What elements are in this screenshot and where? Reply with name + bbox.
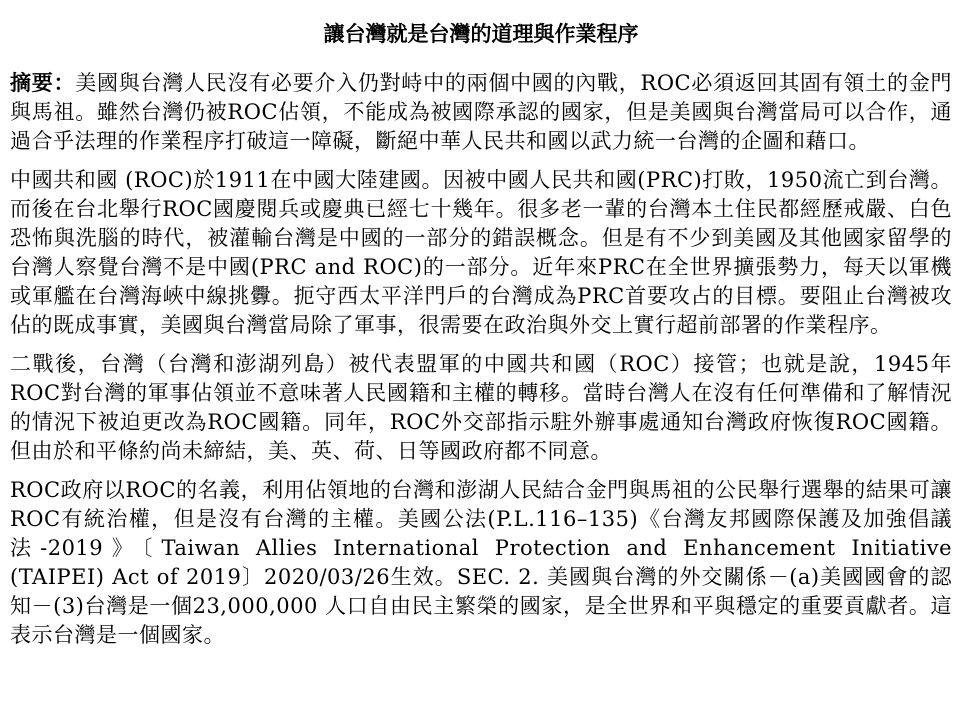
body-paragraph-2: 二戰後，台灣（台灣和澎湖列島）被代表盟軍的中國共和國（ROC）接管；也就是說，1945年ROC對台灣的軍事佔領並不意味著人民國籍和主權的轉移。當時台灣人在沒有任何準備和了解情況的情況下被迫更改為ROC國籍。同年，ROC外交部指示駐外辦事處通知台灣政府恢復ROC國籍。但由於和平條約尚未締結，美、英、荷、日等國政府都不同意。 (10, 352, 952, 463)
body-paragraph-3: ROC政府以ROC的名義，利用佔領地的台灣和澎湖人民結合金門與馬祖的公民舉行選舉的結果可讓ROC有統治權，但是沒有台灣的主權。美國公法(P.L.116–135)《台灣友邦國際保護及加強倡議法-2019》〔Taiwan Allies International Protection and Enhancement Initiative (TAIPEI) Act of 2019〕2020/03/26生效。SEC. 2. 美國與台灣的外交關係－(a)美國國會的認知－(3)台灣是一個23,000,000 人口自由民主繁榮的國家，是全世界和平與穩定的重要貢獻者。這表示台灣是一個國家。 (10, 478, 952, 647)
abstract-label: 摘要： (10, 70, 76, 95)
abstract-paragraph (10, 68, 952, 156)
abstract-text: 美國與台灣人民沒有必要介入仍對峙中的兩個中國的內戰，ROC必須返回其固有領土的金門與馬祖。雖然台灣仍被ROC佔領，不能成為被國際承認的國家，但是美國與台灣當局可以合作，通過合乎法理的作業程序打破這一障礙，斷絕中華人民共和國以武力統一台灣的企圖和藉口。 (10, 71, 953, 153)
document-title: 讓台灣就是台灣的道理與作業程序 (323, 21, 639, 46)
document (10, 8, 952, 660)
body-paragraph-1: 中國共和國 (ROC)於1911在中國大陸建國。因被中國人民共和國(PRC)打敗，1950流亡到台灣。而後在台北舉行ROC國慶閱兵或慶典已經七十幾年。很多老一輩的台灣本土住民都經歷戒嚴、白色恐怖與洗腦的時代，被灌輸台灣是中國的一部分的錯誤概念。但是有不少到美國及其他國家留學的台灣人察覺台灣不是中國(PRC and ROC)的一部分。近年來PRC在全世界擴張勢力，每天以軍機或軍艦在台灣海峽中線挑釁。扼守西太平洋門戶的台灣成為PRC首要攻占的目標。要阻止台灣被攻佔的既成事實，美國與台灣當局除了軍事，很需要在政治與外交上實行超前部署的作業程序。 (10, 168, 952, 337)
